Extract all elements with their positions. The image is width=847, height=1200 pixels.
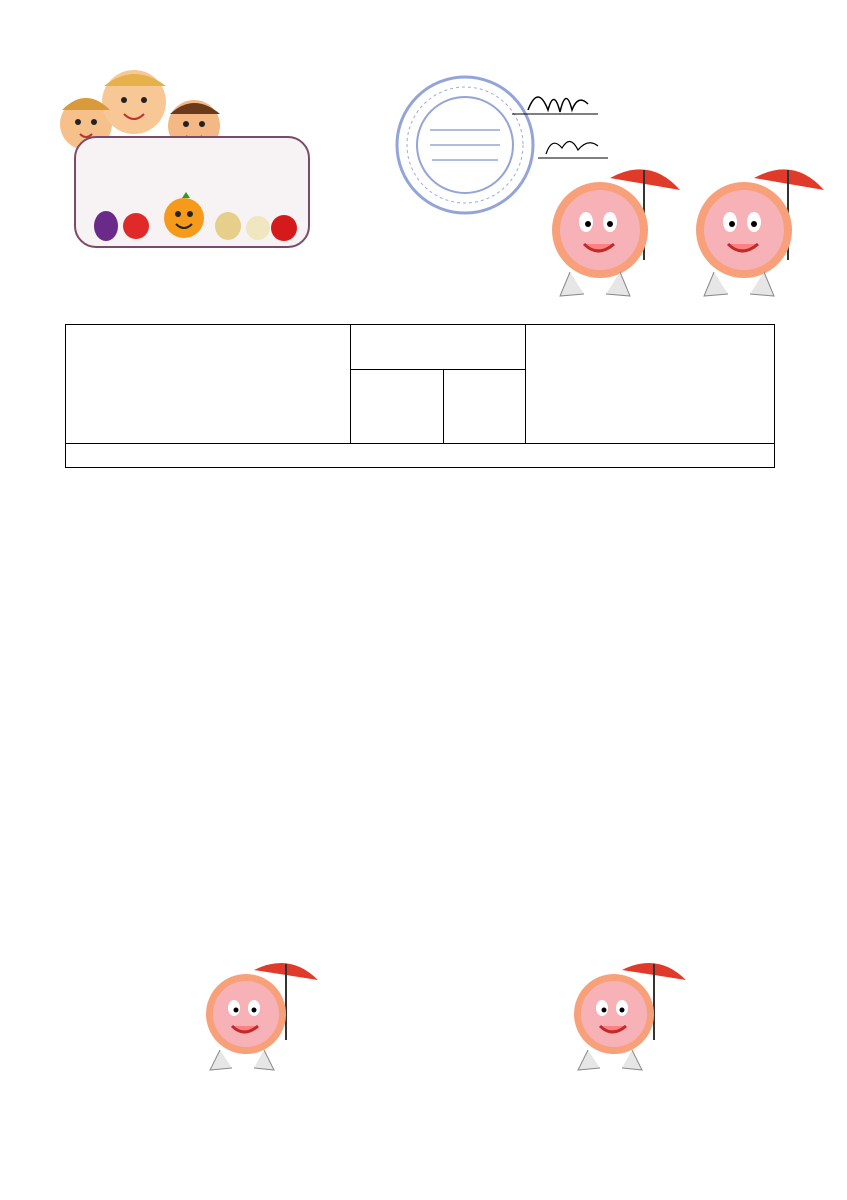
border-bottom (0, 1150, 847, 1174)
approval-block (300, 54, 800, 174)
recommendation (66, 444, 775, 468)
nurse-signature-icon (536, 130, 616, 164)
header-over-4 (444, 370, 526, 444)
grapefruit-mascot-icon (540, 160, 680, 310)
catering-logo (44, 66, 312, 250)
grapefruit-mascot-icon (194, 956, 324, 1076)
border-top (0, 28, 847, 52)
menu-table (65, 324, 775, 468)
grapefruit-mascot-icon (562, 956, 692, 1076)
logo-banner (74, 136, 310, 248)
header-output (351, 325, 526, 370)
header-allergens (526, 325, 775, 444)
head-signature-icon (508, 84, 608, 124)
grapefruit-mascot-icon (684, 160, 824, 310)
header-under-4 (351, 370, 444, 444)
header-dish-name (66, 325, 351, 444)
